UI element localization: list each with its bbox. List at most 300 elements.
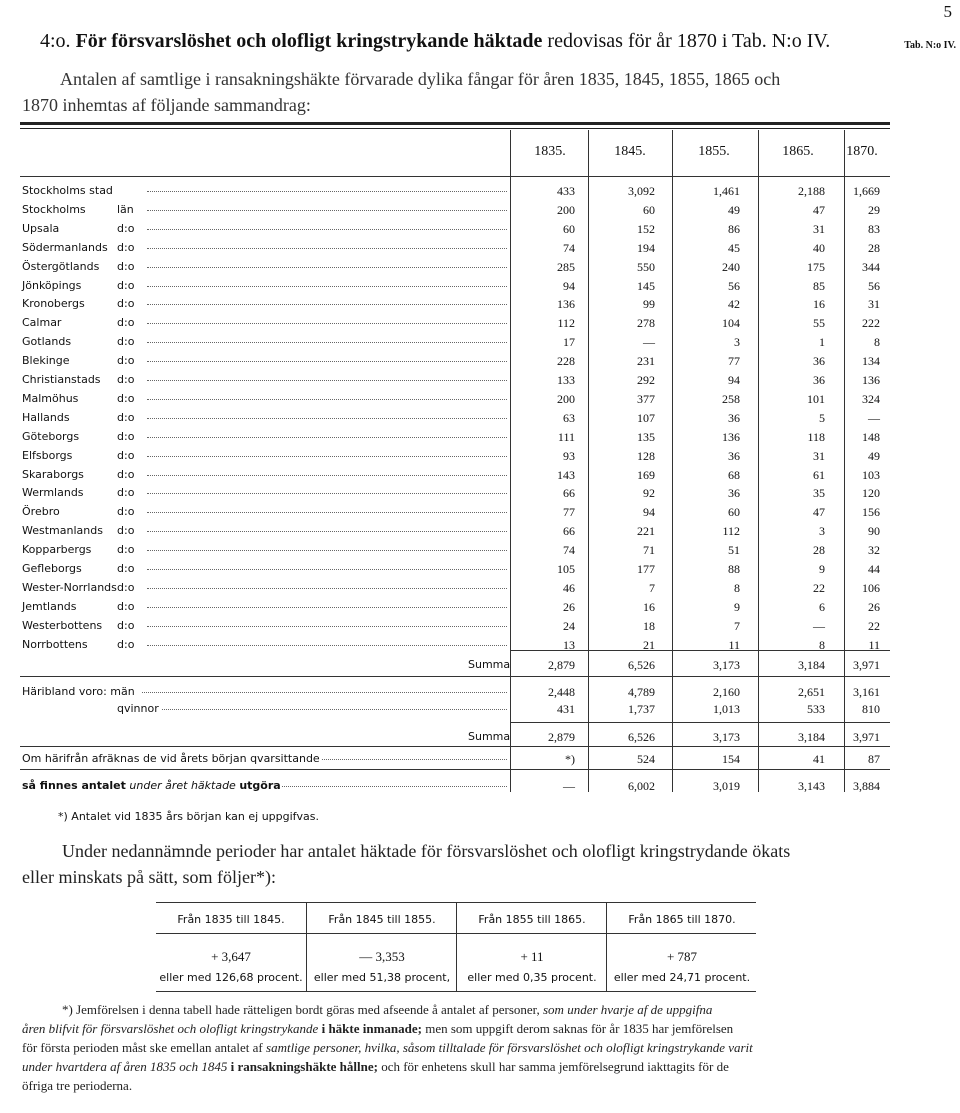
cell-value: 3,184	[798, 658, 825, 672]
change-paragraph	[22, 838, 922, 890]
change-period-header: Från 1835 till 1845.	[177, 913, 285, 926]
cell-value: 3,884	[853, 779, 880, 793]
row-sublabel: d:o	[117, 505, 135, 519]
change-percent: eller med 24,71 procent.	[613, 971, 751, 984]
table-row	[22, 447, 892, 466]
table-row	[22, 258, 892, 277]
column-header-year: 1870.	[846, 144, 878, 159]
row-label: Christianstads	[22, 373, 101, 386]
bottom-footnote	[22, 1000, 907, 1095]
cell-value: 16	[813, 297, 825, 312]
cell-value: 231	[637, 354, 655, 369]
leader-dots	[322, 759, 507, 760]
cell-value: 221	[637, 524, 655, 539]
intro-line-1: Antalen af samtlige i ransakningshäkte förvarade dylika fångar för åren 1835, 1845, 1855, 1865 och	[60, 69, 781, 89]
row-sublabel: d:o	[117, 580, 135, 594]
cell-value: 3,971	[853, 730, 880, 744]
column-header-year: 1835.	[534, 144, 566, 159]
summary-row	[22, 750, 892, 769]
cell-value: 26	[563, 599, 575, 614]
summary-row	[22, 728, 892, 747]
cell-value: 36	[728, 448, 740, 463]
row-label: Upsala	[22, 221, 60, 235]
cell-value: 94	[728, 373, 740, 387]
cell-value: 31	[813, 221, 825, 236]
finnes-b: under året häktade	[129, 779, 236, 792]
row-label: Gefleborgs	[22, 562, 82, 575]
column-header-year: 1865.	[782, 144, 814, 159]
leader-dots	[147, 531, 507, 532]
table-row	[22, 522, 892, 541]
cell-value: 63	[563, 410, 575, 425]
row-sublabel: d:o	[117, 373, 135, 386]
cell-value: 74	[563, 240, 575, 255]
leader-dots	[147, 550, 507, 551]
section-rule	[20, 676, 890, 677]
leader-dots	[147, 248, 507, 249]
cell-value: 86	[728, 221, 740, 236]
cell-value: 94	[643, 505, 655, 520]
cell-value: 2,879	[548, 730, 575, 744]
cell-value: 8	[819, 637, 825, 652]
cell-value: 3,184	[798, 730, 825, 744]
cell-value: 47	[813, 202, 825, 217]
table-row	[22, 371, 892, 390]
leader-dots	[147, 588, 507, 589]
change-value: + 3,647	[211, 949, 251, 964]
change-percent: eller med 0,35 procent.	[467, 971, 597, 984]
cell-value: 31	[868, 297, 880, 312]
cell-value: 77	[728, 354, 740, 369]
cell-value: 136	[722, 429, 740, 444]
cell-value: 60	[728, 505, 740, 520]
table-row	[22, 352, 892, 371]
summary-label	[22, 779, 281, 792]
row-sublabel: d:o	[117, 448, 135, 462]
cell-value: 36	[728, 410, 740, 425]
leader-dots	[147, 512, 507, 513]
cell-value: 22	[813, 580, 825, 595]
table-row	[22, 182, 892, 201]
cell-value: 66	[563, 486, 575, 501]
cell-value: 9	[734, 599, 740, 614]
cell-value: 44	[868, 562, 880, 576]
row-label: Jönköpings	[22, 278, 82, 292]
table-row	[22, 636, 892, 655]
cell-value: 1,737	[628, 702, 655, 716]
section-heading	[40, 30, 900, 53]
cell-value: 200	[557, 391, 575, 406]
leader-dots	[147, 493, 507, 494]
bottom-note-4c: och för enhetens skull har samma jemförelsegrund iakttagits för de	[381, 1059, 729, 1074]
cell-value: 74	[563, 543, 575, 558]
cell-value: 8	[874, 335, 880, 350]
cell-value: 120	[862, 486, 880, 501]
table-row	[22, 277, 892, 296]
change-value: — 3,353	[359, 949, 405, 964]
cell-value: 51	[728, 543, 740, 558]
row-label: Kopparbergs	[22, 543, 92, 557]
table-reference: Tab. N:o IV.	[904, 40, 956, 51]
cell-value: 7	[734, 618, 740, 633]
cell-value: 36	[728, 486, 740, 501]
summa2-rule	[510, 722, 890, 723]
cell-value: 1,461	[713, 184, 740, 198]
cell-value: 56	[868, 278, 880, 293]
row-label: Westerbottens	[22, 618, 103, 632]
cell-value: 16	[643, 599, 655, 614]
table-row	[22, 598, 892, 617]
cell-value: 112	[722, 524, 740, 539]
table-row	[22, 428, 892, 447]
table-row	[22, 484, 892, 503]
change-line-2: eller minskats på sätt, som följer*):	[22, 867, 276, 887]
row-sublabel: d:o	[117, 221, 135, 235]
summary-label: qvinnor	[117, 702, 159, 715]
cell-value: 49	[868, 448, 880, 463]
change-line-1: Under nedannämnde perioder har antalet häktade för försvarslöshet och olofligt kringstrydande ökats	[62, 841, 791, 861]
cell-value: 104	[722, 316, 740, 331]
leader-dots	[147, 229, 507, 230]
summary-label: Om härifrån afräknas de vid årets början qvarsittande	[22, 752, 320, 765]
bottom-note-line-4	[22, 1057, 907, 1076]
row-label: Östergötlands	[22, 259, 100, 273]
cell-value: 107	[637, 410, 655, 425]
cell-value: 2,448	[548, 685, 575, 699]
change-value: + 787	[666, 949, 698, 964]
cell-value: 101	[807, 391, 825, 406]
cell-value: 136	[557, 297, 575, 312]
cell-value: 41	[813, 752, 825, 766]
change-column	[606, 903, 757, 991]
row-sublabel: län	[117, 202, 134, 216]
bottom-note-line-1	[22, 1000, 907, 1019]
finnes-c: utgöra	[239, 779, 281, 792]
cell-value: 134	[862, 354, 880, 369]
bottom-note-4a: under hvartdera af åren 1835 och 1845	[22, 1059, 228, 1074]
cell-value: 60	[563, 221, 575, 236]
cell-value: 32	[868, 543, 880, 558]
cell-value: 61	[813, 467, 825, 482]
table-row	[22, 503, 892, 522]
cell-value: 26	[868, 599, 880, 614]
heading-rest: redovisas för år 1870 i Tab. N:o IV.	[547, 30, 831, 52]
change-period-header: Från 1855 till 1865.	[478, 913, 586, 926]
cell-value: 1	[819, 335, 825, 350]
cell-value: 148	[862, 429, 880, 444]
cell-value: 21	[643, 637, 655, 652]
cell-value: 13	[563, 637, 575, 652]
bottom-note-1a: *) Jemförelsen i denna tabell hade rätteligen bordt göras med afseende å antalet af personer,	[62, 1002, 540, 1017]
cell-value: 169	[637, 467, 655, 482]
cell-value: 88	[728, 562, 740, 576]
cell-value: 11	[728, 637, 740, 652]
cell-value: 40	[813, 240, 825, 255]
row-label: Örebro	[22, 505, 60, 519]
table-footnote: *) Antalet vid 1835 års början kan ej uppgifvas.	[58, 810, 320, 823]
cell-value: 87	[868, 752, 880, 766]
leader-dots	[147, 304, 507, 305]
change-percent: eller med 126,68 procent.	[159, 971, 303, 984]
cell-value: 118	[807, 429, 825, 444]
leader-dots	[147, 361, 507, 362]
cell-value: —	[868, 410, 880, 425]
column-header-year: 1845.	[614, 144, 646, 159]
cell-value: 200	[557, 202, 575, 217]
row-label: Jemtlands	[22, 599, 77, 613]
cell-value: 68	[728, 467, 740, 482]
table-row	[22, 239, 892, 258]
cell-value: 258	[722, 391, 740, 406]
cell-value: 46	[563, 580, 575, 595]
cell-value: 3,143	[798, 779, 825, 793]
cell-value: 83	[868, 221, 880, 236]
leader-dots	[147, 210, 507, 211]
row-label: Södermanlands	[22, 240, 108, 254]
table-row	[22, 333, 892, 352]
row-label: Malmöhus	[22, 391, 79, 405]
table-top-rule	[20, 122, 890, 125]
bottom-note-line-2	[22, 1019, 907, 1038]
cell-value: 152	[637, 221, 655, 236]
table-row	[22, 201, 892, 220]
row-sublabel: d:o	[117, 354, 135, 368]
row-label: Calmar	[22, 316, 62, 330]
row-sublabel: d:o	[117, 543, 135, 557]
cell-value: 4,789	[628, 685, 655, 699]
cell-value: 55	[813, 316, 825, 331]
cell-value: 524	[637, 752, 655, 766]
row-label: Stockholms	[22, 202, 86, 216]
cell-value: 103	[862, 467, 880, 482]
leader-dots	[147, 645, 507, 646]
leader-dots	[147, 267, 507, 268]
cell-value: 11	[868, 637, 880, 652]
column-header-year: 1855.	[698, 144, 730, 159]
table-row	[22, 409, 892, 428]
cell-value: 156	[862, 505, 880, 520]
cell-value: 24	[563, 618, 575, 633]
intro-line-2: 1870 inhemtas af följande sammandrag:	[22, 95, 311, 115]
bottom-note-1b: som under hvarje af de uppgifna	[543, 1002, 713, 1017]
leader-dots	[147, 323, 507, 324]
leader-dots	[147, 191, 507, 192]
table-row	[22, 579, 892, 598]
row-sublabel: d:o	[117, 467, 135, 481]
row-label: Elfsborgs	[22, 448, 73, 462]
page-number: 5	[943, 2, 952, 21]
row-sublabel: d:o	[117, 391, 135, 405]
change-period-header: Från 1845 till 1855.	[328, 913, 436, 926]
table-top-rule-thin	[20, 128, 890, 129]
leader-dots	[147, 569, 507, 570]
row-sublabel: d:o	[117, 297, 135, 311]
row-label: Blekinge	[22, 354, 70, 368]
cell-value: —	[643, 335, 655, 350]
row-label: Wester-Norrlands	[22, 580, 117, 594]
change-column	[156, 903, 306, 991]
cell-value: 3	[819, 524, 825, 539]
row-sublabel: d:o	[117, 316, 135, 330]
cell-value: 90	[868, 524, 880, 539]
leader-dots	[162, 709, 507, 710]
row-sublabel: d:o	[117, 240, 135, 254]
row-label: Hallands	[22, 410, 70, 424]
cell-value: 2,879	[548, 658, 575, 672]
summary-row	[22, 700, 892, 719]
header-rule	[20, 176, 890, 177]
summary-label: Summa	[468, 730, 511, 743]
cell-value: 3,019	[713, 779, 740, 793]
cell-value: 431	[557, 702, 575, 716]
cell-value: 278	[637, 316, 655, 331]
cell-value: 128	[637, 448, 655, 463]
row-sublabel: d:o	[117, 524, 135, 538]
cell-value: 377	[637, 391, 655, 406]
summa-rule	[510, 650, 890, 651]
leader-dots	[142, 692, 507, 693]
cell-value: 42	[728, 297, 740, 312]
bottom-note-2a: åren blifvit för försvarslöshet och olofligt kringstrykande	[22, 1021, 319, 1036]
cell-value: 60	[643, 202, 655, 217]
heading-bold: För försvarslöshet och olofligt kringstrykande häktade	[75, 30, 543, 52]
cell-value: 8	[734, 580, 740, 595]
cell-value: 3,092	[628, 184, 655, 198]
cell-value: 45	[728, 240, 740, 255]
cell-value: 292	[637, 373, 655, 387]
row-label: Skaraborgs	[22, 467, 84, 481]
cell-value: 94	[563, 278, 575, 293]
cell-value: 112	[557, 316, 575, 331]
leader-dots	[147, 456, 507, 457]
cell-value: 228	[557, 354, 575, 369]
bottom-note-3a: för första perioden måst ske emellan antalet af	[22, 1040, 263, 1055]
leader-dots	[147, 437, 507, 438]
cell-value: 93	[563, 448, 575, 463]
change-period-header: Från 1865 till 1870.	[628, 913, 736, 926]
leader-dots	[147, 607, 507, 608]
summary-row	[22, 777, 892, 796]
cell-value: 177	[637, 562, 655, 576]
cell-value: 6,002	[628, 779, 655, 793]
change-column	[306, 903, 457, 991]
cell-value: 2,188	[798, 184, 825, 198]
cell-value: 143	[557, 467, 575, 482]
table-row	[22, 617, 892, 636]
cell-value: 145	[637, 278, 655, 293]
row-label: Kronobergs	[22, 297, 85, 311]
cell-value: —	[813, 618, 825, 633]
leader-dots	[147, 342, 507, 343]
row-sublabel: d:o	[117, 618, 135, 632]
table-row	[22, 295, 892, 314]
table-row	[22, 541, 892, 560]
cell-value: 56	[728, 278, 740, 293]
cell-value: 344	[862, 259, 880, 274]
cell-value: 29	[868, 202, 880, 217]
table-row	[22, 466, 892, 485]
change-value: + 11	[520, 949, 544, 964]
cell-value: 85	[813, 278, 825, 293]
leader-dots	[147, 418, 507, 419]
cell-value: 135	[637, 429, 655, 444]
cell-value: 810	[862, 702, 880, 716]
cell-value: 6,526	[628, 730, 655, 744]
cell-value: 3,971	[853, 658, 880, 672]
cell-value: 6	[819, 599, 825, 614]
cell-value: 154	[722, 752, 740, 766]
cell-value: 77	[563, 505, 575, 520]
cell-value: 1,013	[713, 702, 740, 716]
section-rule-3	[20, 769, 890, 770]
cell-value: 31	[813, 448, 825, 463]
row-sublabel: d:o	[117, 562, 135, 575]
cell-value: 240	[722, 259, 740, 274]
row-sublabel: d:o	[117, 335, 135, 349]
intro-paragraph	[22, 66, 902, 118]
cell-value: 285	[557, 259, 575, 274]
bottom-note-4b: i ransakningshäkte hållne;	[230, 1059, 378, 1074]
cell-value: 71	[643, 543, 655, 558]
leader-dots	[147, 380, 507, 381]
cell-value: 99	[643, 297, 655, 312]
row-sublabel: d:o	[117, 599, 135, 613]
cell-value: 28	[813, 543, 825, 558]
row-label: Gotlands	[22, 335, 72, 349]
cell-value: 133	[557, 373, 575, 387]
cell-value: 9	[819, 562, 825, 576]
bottom-note-2b: i häkte inmanade;	[321, 1021, 422, 1036]
cell-value: 222	[862, 316, 880, 331]
cell-value: 533	[807, 702, 825, 716]
leader-dots	[147, 286, 507, 287]
cell-value: *)	[565, 752, 575, 766]
cell-value: 194	[637, 240, 655, 255]
section-rule-2	[20, 746, 890, 747]
cell-value: —	[563, 779, 575, 793]
cell-value: 6,526	[628, 658, 655, 672]
cell-value: 36	[813, 354, 825, 369]
heading-prefix: 4:o.	[40, 30, 71, 52]
cell-value: 49	[728, 202, 740, 217]
cell-value: 105	[557, 562, 575, 576]
change-percent: eller med 51,38 procent,	[313, 971, 451, 984]
row-label: Westmanlands	[22, 524, 103, 538]
row-sublabel: d:o	[117, 410, 135, 424]
row-sublabel: d:o	[117, 278, 135, 292]
table-row	[22, 314, 892, 333]
finnes-a: så finnes antalet	[22, 779, 126, 792]
bottom-note-2c: men som uppgift derom saknas för år 1835 har jemförelsen	[425, 1021, 734, 1036]
cell-value: 3,173	[713, 730, 740, 744]
cell-value: 3,173	[713, 658, 740, 672]
cell-value: 47	[813, 505, 825, 520]
bottom-note-line-5: öfriga tre perioderna.	[22, 1078, 133, 1093]
cell-value: 5	[819, 410, 825, 425]
table-row	[22, 220, 892, 239]
cell-value: 324	[862, 391, 880, 406]
row-sublabel: d:o	[117, 486, 135, 500]
cell-value: 22	[868, 618, 880, 633]
leader-dots	[147, 475, 507, 476]
cell-value: 35	[813, 486, 825, 501]
cell-value: 2,651	[798, 685, 825, 699]
row-sublabel: d:o	[117, 259, 135, 273]
row-label: Norrbottens	[22, 637, 88, 651]
leader-dots	[282, 786, 507, 787]
cell-value: 1,669	[853, 184, 880, 198]
cell-value: 92	[643, 486, 655, 501]
